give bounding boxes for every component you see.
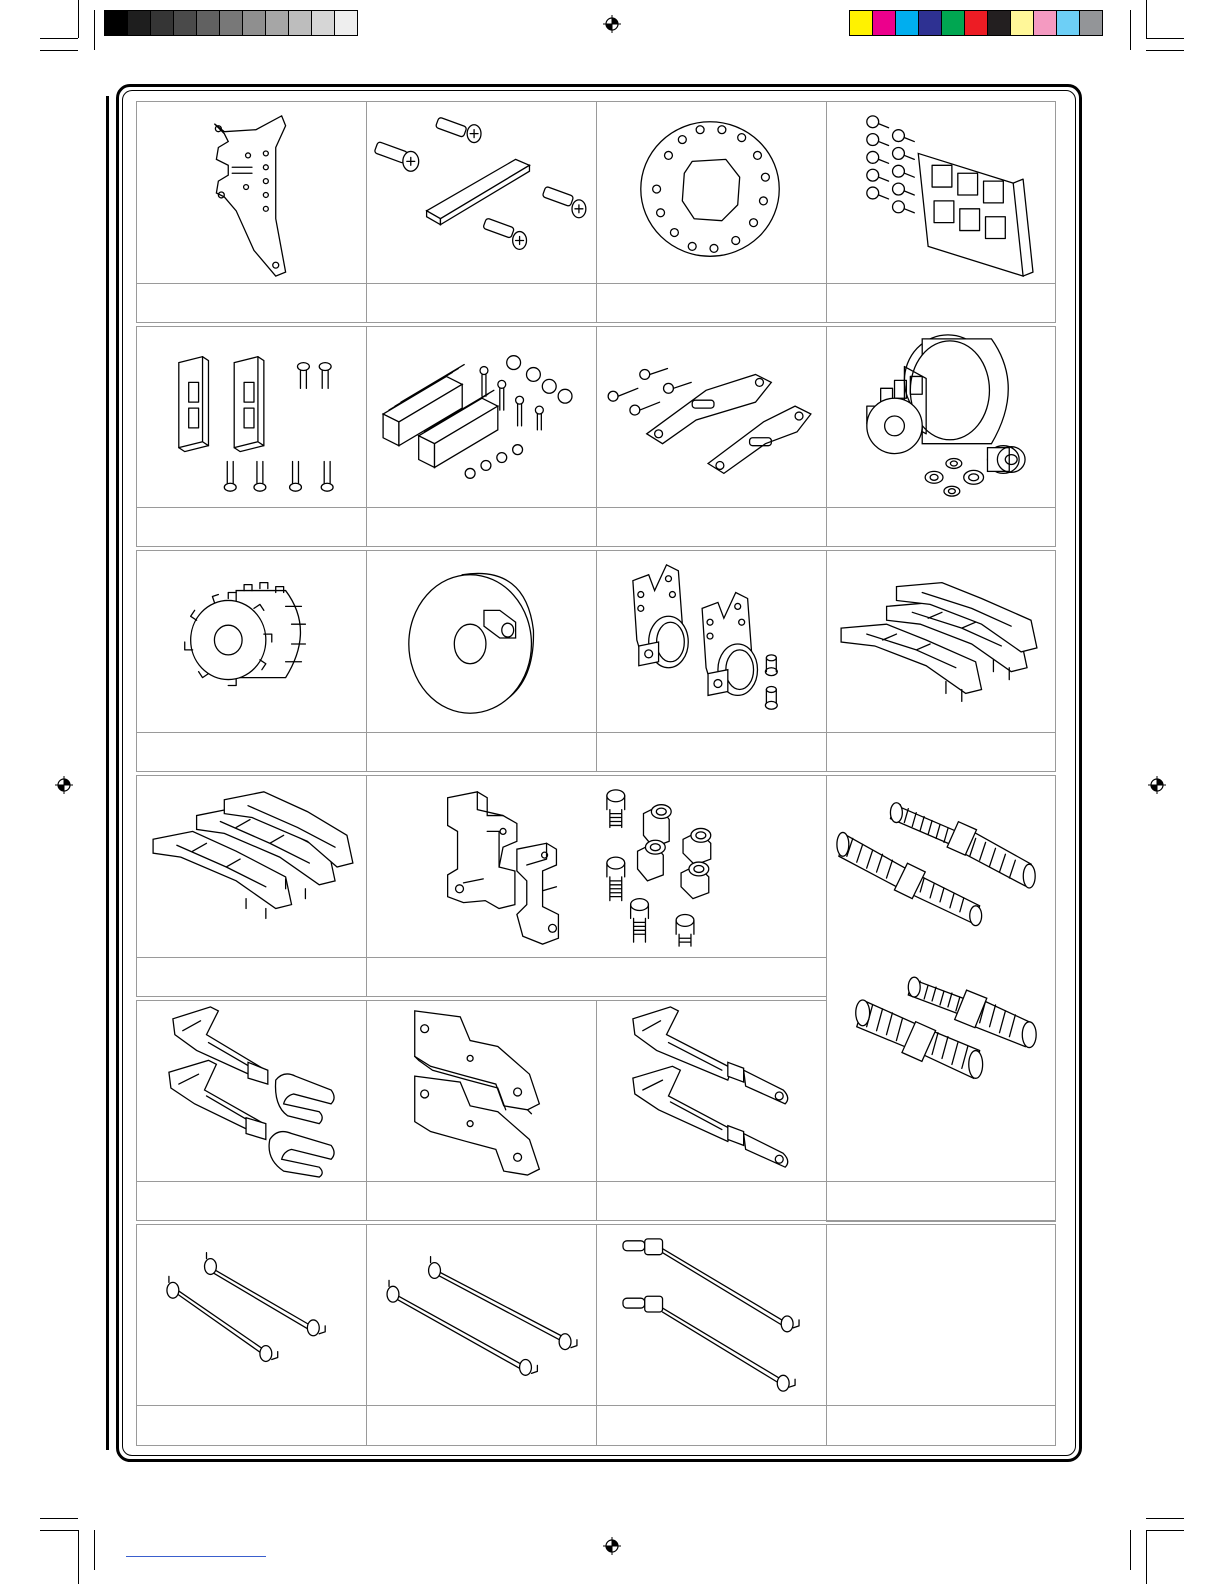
part-label <box>366 1405 597 1446</box>
part-empty-slot <box>826 1224 1056 1406</box>
part-label <box>596 1181 827 1221</box>
process-color-swatch <box>1033 10 1057 36</box>
grayscale-swatch <box>150 10 174 36</box>
grayscale-swatch <box>173 10 197 36</box>
part-label <box>596 507 827 547</box>
process-color-swatch <box>872 10 896 36</box>
brace-plates-screws-icon <box>597 327 826 507</box>
process-color-swatch <box>1079 10 1103 36</box>
part-c-hubs-bushings <box>366 775 827 958</box>
grayscale-swatch <box>219 10 243 36</box>
part-label <box>826 732 1056 772</box>
footer-link-underline[interactable] <box>126 1556 266 1557</box>
part-label <box>366 957 827 997</box>
steering-knuckles-icon <box>597 551 826 732</box>
grayscale-swatch <box>334 10 358 36</box>
dogbones-short-icon <box>137 1225 366 1405</box>
turnbuckles-icon <box>827 776 1055 1221</box>
dogbones-long-icon <box>367 1225 596 1405</box>
part-label <box>136 732 367 772</box>
registration-mark-icon <box>602 1536 622 1556</box>
part-brake-disc <box>596 101 827 284</box>
process-color-bar <box>849 10 1102 36</box>
part-steering-knuckles <box>596 550 827 733</box>
grayscale-swatch <box>288 10 312 36</box>
process-color-swatch <box>918 10 942 36</box>
servo-screws-tray-icon <box>827 102 1055 283</box>
part-label <box>366 283 597 323</box>
registration-mark-icon <box>1147 775 1167 795</box>
process-color-swatch <box>849 10 873 36</box>
part-servo-mount-blocks <box>136 326 367 508</box>
engine-mount-plate-icon <box>137 102 366 283</box>
clutch-bell-bearings-icon <box>827 327 1055 507</box>
spacer-post-screws-icon <box>367 102 596 283</box>
grayscale-swatch <box>196 10 220 36</box>
cvd-driveshafts-icon <box>597 1225 826 1405</box>
part-dogbones-long <box>366 1224 597 1406</box>
part-front-lower-arms <box>826 550 1056 733</box>
front-lower-arms-icon <box>827 551 1055 732</box>
rear-lower-arms-icon <box>137 776 366 957</box>
part-clutch-bell-bearings <box>826 326 1056 508</box>
part-heatsink-engine-mount <box>366 326 597 508</box>
hinge-pin-braces-icon <box>367 1001 596 1181</box>
process-color-swatch <box>895 10 919 36</box>
part-dogbones-short <box>136 1224 367 1406</box>
process-color-swatch <box>987 10 1011 36</box>
brake-disc-icon <box>597 102 826 283</box>
pinion-gear-icon <box>137 551 366 732</box>
part-label <box>366 1181 597 1221</box>
process-color-swatch <box>964 10 988 36</box>
part-clutch-shoe <box>366 550 597 733</box>
process-color-swatch <box>1010 10 1034 36</box>
part-turnbuckles <box>826 775 1056 1222</box>
part-label <box>826 283 1056 323</box>
grayscale-color-bar <box>104 10 357 36</box>
part-rear-upper-arms <box>596 1000 827 1182</box>
part-front-upper-arms <box>136 1000 367 1182</box>
part-label <box>366 732 597 772</box>
heatsink-engine-mount-icon <box>367 327 596 507</box>
registration-mark-icon <box>602 14 622 34</box>
servo-mount-blocks-icon <box>137 327 366 507</box>
grayscale-swatch <box>127 10 151 36</box>
process-color-swatch <box>1056 10 1080 36</box>
part-hinge-pin-braces <box>366 1000 597 1182</box>
part-pinion-gear <box>136 550 367 733</box>
part-label <box>136 957 367 997</box>
grayscale-swatch <box>104 10 128 36</box>
part-label <box>136 283 367 323</box>
grayscale-swatch <box>242 10 266 36</box>
part-label <box>366 507 597 547</box>
part-spacer-post-screws <box>366 101 597 284</box>
rear-upper-arms-icon <box>597 1001 826 1181</box>
front-upper-arms-icon <box>137 1001 366 1181</box>
clutch-shoe-icon <box>367 551 596 732</box>
part-rear-lower-arms <box>136 775 367 958</box>
part-brace-plates-screws <box>596 326 827 508</box>
part-label <box>826 1405 1056 1446</box>
c-hubs-bushings-icon <box>367 776 826 957</box>
part-label <box>596 283 827 323</box>
part-label <box>136 1181 367 1221</box>
grayscale-swatch <box>311 10 335 36</box>
part-cvd-driveshafts <box>596 1224 827 1406</box>
part-servo-screws-tray <box>826 101 1056 284</box>
process-color-swatch <box>941 10 965 36</box>
page-side-rule <box>106 96 109 1450</box>
part-label <box>136 1405 367 1446</box>
part-label <box>826 507 1056 547</box>
part-label <box>136 507 367 547</box>
grayscale-swatch <box>265 10 289 36</box>
part-label <box>596 1405 827 1446</box>
registration-mark-icon <box>54 775 74 795</box>
part-label <box>826 1181 1056 1221</box>
part-engine-mount-plate <box>136 101 367 284</box>
part-label <box>596 732 827 772</box>
